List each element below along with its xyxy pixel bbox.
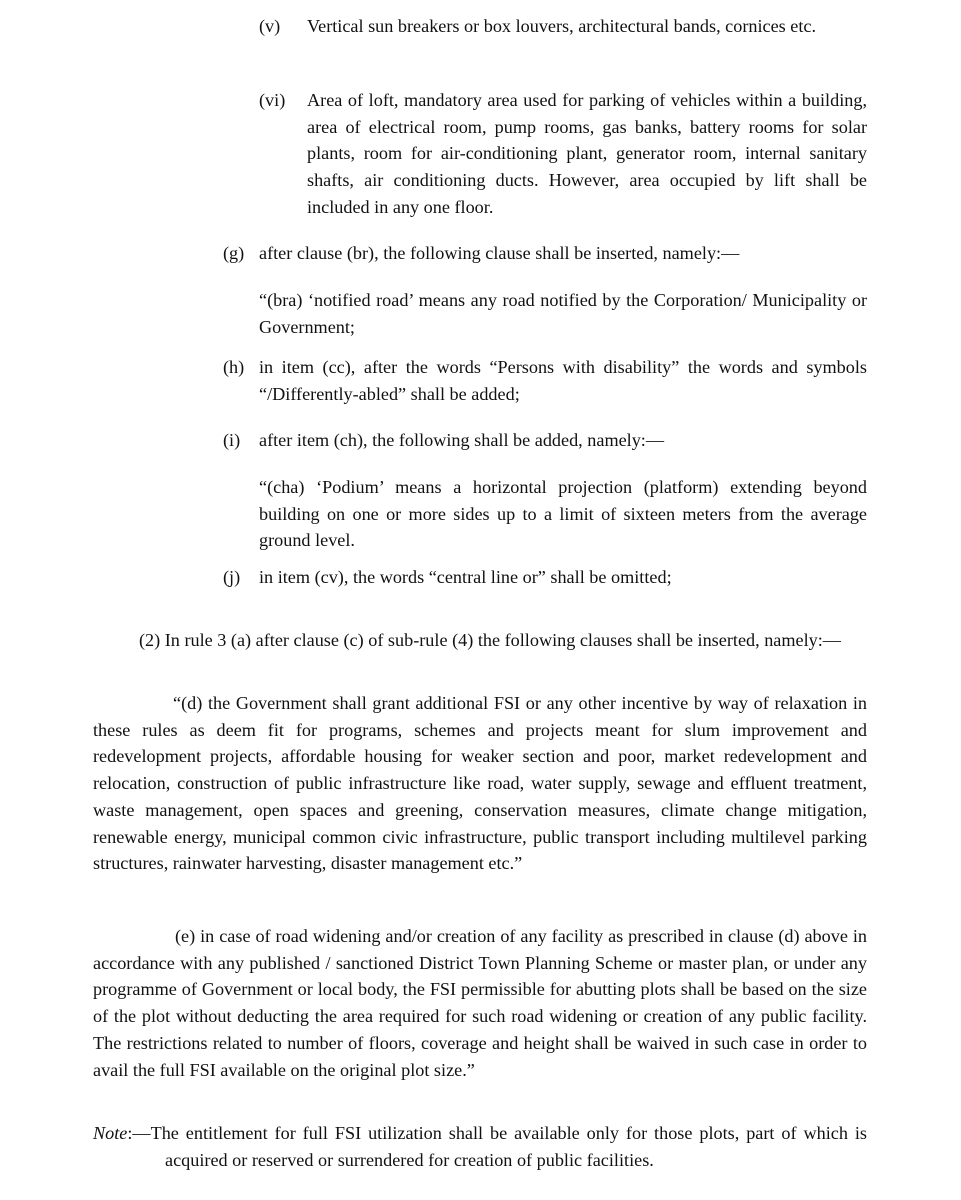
item-marker: (h)	[223, 357, 245, 377]
rule-paragraph: (2) In rule 3 (a) after clause (c) of sub-rule (4) the following clauses shall be inserted, namely:—	[139, 630, 841, 650]
item-marker: (v)	[259, 16, 281, 36]
item-text: in item (cc), after the words “Persons with disability” the words and symbols “/Differently-abled” shall be added;	[259, 357, 867, 404]
quoted-definition: “(cha) ‘Podium’ means a horizontal projection (platform) extending beyond building on one or more sides up to a limit of sixteen meters from the average ground level.	[259, 477, 867, 551]
item-marker: (j)	[223, 567, 241, 587]
item-text: after clause (br), the following clause shall be inserted, namely:—	[259, 243, 740, 263]
note-paragraph	[93, 1120, 867, 1173]
clause-d-paragraph: “(d) the Government shall grant additional FSI or any other incentive by way of relaxation in these rules as deem fit for programs, schemes and projects meant for slum improvement and redevelopment projects, affordable housing for weaker section and poor, market redevelopment and relocation, construction of public infrastructure like road, water supply, sewage and effluent treatment, waste management, open spaces and greening, conservation measures, climate change mitigation, renewable energy, municipal common civic infrastructure, public transport including multilevel parking structures, rainwater harvesting, disaster management etc.”	[93, 693, 867, 874]
note-text: :—The entitlement for full FSI utilization shall be available only for those plots, part of which is acquired or reserved or surrendered for creation of public facilities.	[127, 1123, 867, 1170]
note-label: Note	[93, 1123, 128, 1143]
item-marker: (g)	[223, 243, 245, 263]
item-marker: (i)	[223, 430, 241, 450]
item-text: Area of loft, mandatory area used for parking of vehicles within a building, area of electrical room, pump rooms, gas banks, battery rooms for solar plants, room for air-conditioning plant, generator room, internal sanitary shafts, air conditioning ducts. However, area occupied by lift shall be included in any one floor.	[307, 90, 867, 217]
quoted-definition: “(bra) ‘notified road’ means any road notified by the Corporation/ Municipality or Government;	[259, 290, 867, 337]
item-text: Vertical sun breakers or box louvers, architectural bands, cornices etc.	[307, 16, 817, 36]
item-text: after item (ch), the following shall be added, namely:—	[259, 430, 665, 450]
item-marker: (vi)	[259, 90, 286, 110]
item-text: in item (cv), the words “central line or” shall be omitted;	[259, 567, 672, 587]
clause-e-paragraph: (e) in case of road widening and/or creation of any facility as prescribed in clause (d) above in accordance with any published / sanctioned District Town Planning Scheme or master plan, or under any programme of Government or local body, the FSI permissible for abutting plots shall be based on the size of the plot without deducting the area required for such road widening or creation of any public facility. The restrictions related to number of floors, coverage and height shall be waived in such case in order to avail the full FSI available on the original plot size.”	[93, 926, 867, 1080]
